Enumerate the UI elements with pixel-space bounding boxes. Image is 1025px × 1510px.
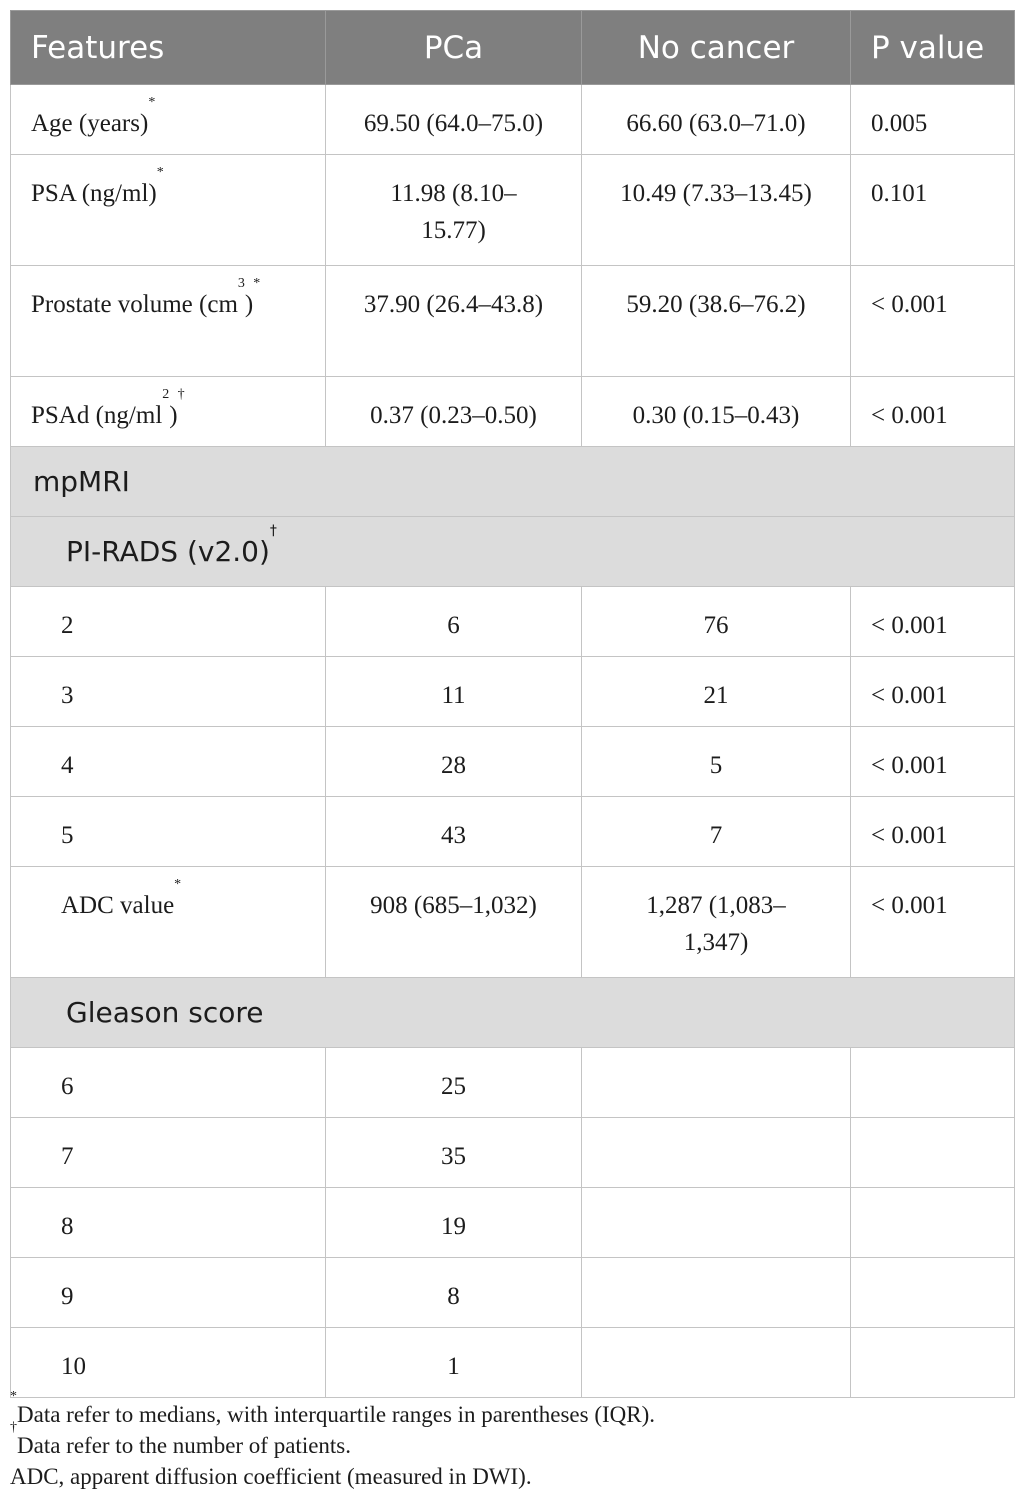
header-no-cancer: No cancer	[582, 11, 851, 85]
pca-cell: 908 (685–1,032)	[326, 867, 582, 978]
table-row	[11, 727, 1015, 797]
pca-cell: 19	[326, 1188, 582, 1258]
feature-cell: 7	[11, 1118, 326, 1188]
no-cancer-cell	[582, 1188, 851, 1258]
pca-cell: 28	[326, 727, 582, 797]
header-pca: PCa	[326, 11, 582, 85]
p-value-cell	[851, 1328, 1015, 1398]
feature-cell: 2	[11, 587, 326, 657]
pca-cell: 6	[326, 587, 582, 657]
no-cancer-cell	[582, 1328, 851, 1398]
pca-cell: 8	[326, 1258, 582, 1328]
table-row	[11, 85, 1015, 155]
footnote: ADC, apparent diffusion coefficient (measured in DWI).	[10, 1464, 532, 1489]
feature-cell: 4	[11, 727, 326, 797]
feature-cell: Age (years)*	[11, 85, 326, 155]
pca-cell: 35	[326, 1118, 582, 1188]
section-label: mpMRI	[11, 447, 1015, 517]
p-value-cell: < 0.001	[851, 587, 1015, 657]
no-cancer-cell: 76	[582, 587, 851, 657]
pca-cell: 11	[326, 657, 582, 727]
footnote: *Data refer to medians, with interquartile ranges in parentheses (IQR).	[10, 1389, 656, 1427]
section-row-pirads	[11, 517, 1015, 587]
feature-cell: 10	[11, 1328, 326, 1398]
pca-cell: 37.90 (26.4–43.8)	[326, 266, 582, 377]
no-cancer-cell	[582, 1258, 851, 1328]
table-row	[11, 657, 1015, 727]
header-features: Features	[11, 11, 326, 85]
pca-cell: 43	[326, 797, 582, 867]
p-value-cell	[851, 1118, 1015, 1188]
feature-cell: PSA (ng/ml)*	[11, 155, 326, 266]
no-cancer-cell: 10.49 (7.33–13.45)	[582, 155, 851, 266]
no-cancer-cell	[582, 1118, 851, 1188]
table-row	[11, 1048, 1015, 1118]
section-label: Gleason score	[11, 978, 1015, 1048]
feature-cell: 3	[11, 657, 326, 727]
feature-cell: 9	[11, 1258, 326, 1328]
section-row-mpmri	[11, 447, 1015, 517]
p-value-cell: < 0.001	[851, 657, 1015, 727]
feature-cell: 5	[11, 797, 326, 867]
p-value-cell: < 0.001	[851, 797, 1015, 867]
feature-cell: 8	[11, 1188, 326, 1258]
table-footnotes	[10, 1389, 1015, 1492]
no-cancer-cell: 59.20 (38.6–76.2)	[582, 266, 851, 377]
table-row	[11, 587, 1015, 657]
feature-cell: PSAd $(ng/ml^2)^\dagger$	[11, 377, 326, 447]
no-cancer-cell: 1,287 (1,083–1,347)	[582, 867, 851, 978]
p-value-cell	[851, 1188, 1015, 1258]
p-value-cell: < 0.001	[851, 727, 1015, 797]
p-value-cell	[851, 1258, 1015, 1328]
patient-characteristics-table	[10, 10, 1015, 1398]
p-value-cell: < 0.001	[851, 377, 1015, 447]
no-cancer-cell: 21	[582, 657, 851, 727]
feature-cell: Prostate volume $(cm^3)^*$	[11, 266, 326, 377]
header-p-value: P value	[851, 11, 1015, 85]
table-row	[11, 1258, 1015, 1328]
pca-cell: 1	[326, 1328, 582, 1398]
p-value-cell: 0.101	[851, 155, 1015, 266]
table-row	[11, 155, 1015, 266]
table-row	[11, 266, 1015, 377]
table-row	[11, 1188, 1015, 1258]
table-row	[11, 377, 1015, 447]
no-cancer-cell: 7	[582, 797, 851, 867]
table-row	[11, 867, 1015, 978]
no-cancer-cell: 66.60 (63.0–71.0)	[582, 85, 851, 155]
feature-cell: 6	[11, 1048, 326, 1118]
table-row	[11, 797, 1015, 867]
pca-cell: 69.50 (64.0–75.0)	[326, 85, 582, 155]
pca-cell: 0.37 (0.23–0.50)	[326, 377, 582, 447]
p-value-cell	[851, 1048, 1015, 1118]
no-cancer-cell	[582, 1048, 851, 1118]
table-row	[11, 1118, 1015, 1188]
section-label: PI-RADS (v2.0)†	[11, 517, 1015, 587]
feature-cell: ADC value*	[11, 867, 326, 978]
no-cancer-cell: 0.30 (0.15–0.43)	[582, 377, 851, 447]
header-row	[11, 11, 1015, 85]
table-row	[11, 1328, 1015, 1398]
no-cancer-cell: 5	[582, 727, 851, 797]
footnote: †Data refer to the number of patients.	[10, 1420, 352, 1458]
p-value-cell: < 0.001	[851, 266, 1015, 377]
p-value-cell: < 0.001	[851, 867, 1015, 978]
pca-cell: 25	[326, 1048, 582, 1118]
pca-cell: 11.98 (8.10–15.77)	[326, 155, 582, 266]
section-row-gleason	[11, 978, 1015, 1048]
p-value-cell: 0.005	[851, 85, 1015, 155]
